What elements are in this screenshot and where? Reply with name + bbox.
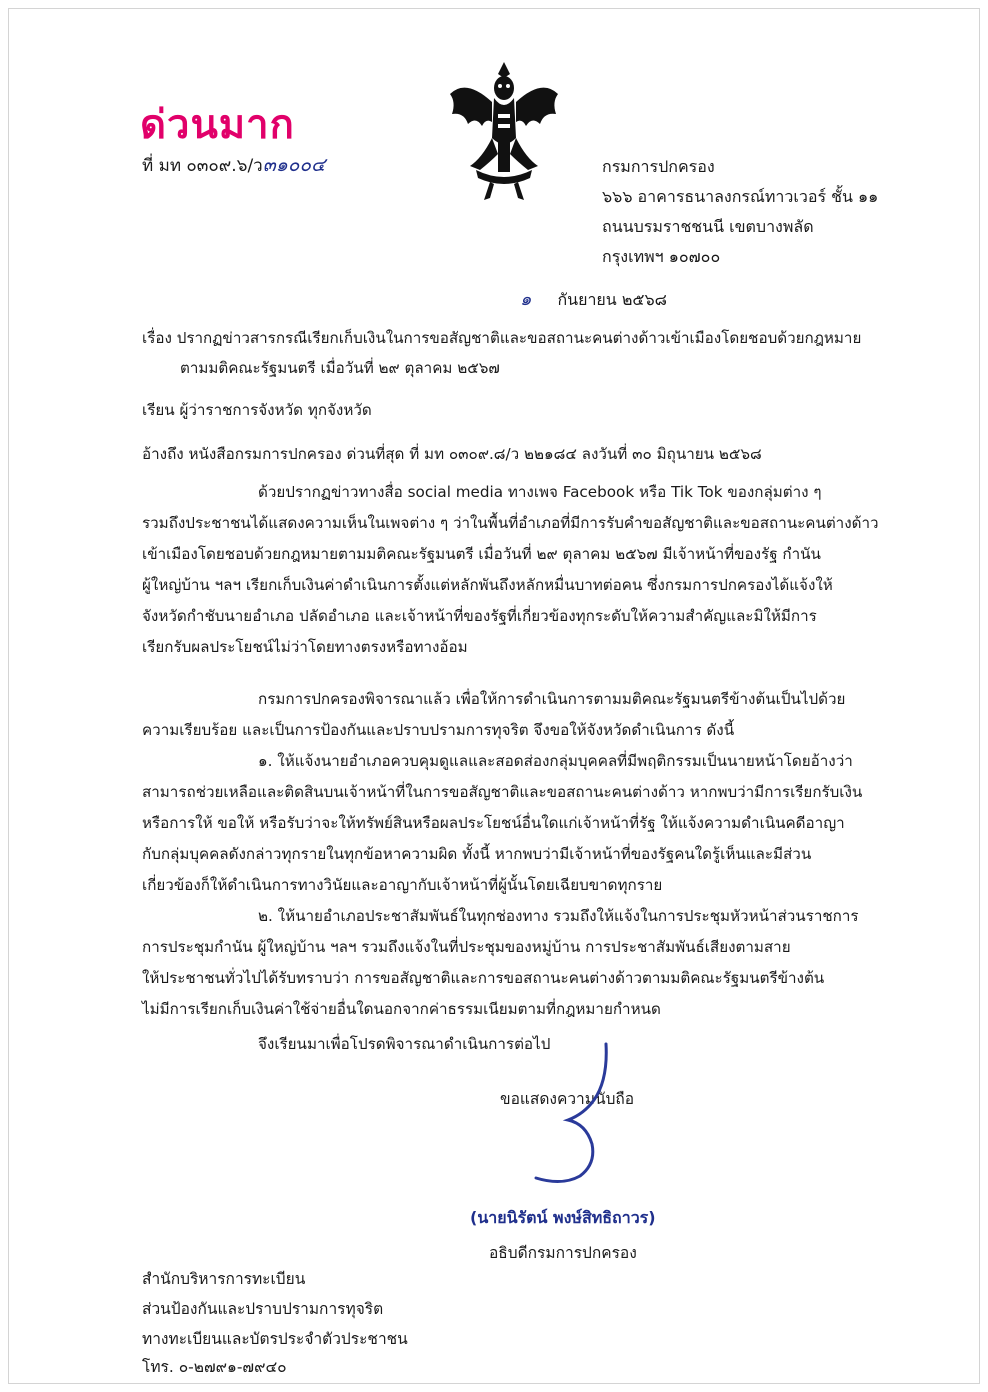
sender-address xyxy=(602,152,878,272)
signatory-position: อธิบดีกรมการปกครอง xyxy=(489,1244,637,1262)
signature-mark xyxy=(522,1040,632,1190)
footer-phone: โทร. ๐-๒๗๙๑-๗๙๔๐ xyxy=(142,1358,287,1376)
reference-number xyxy=(142,150,325,180)
address-line: ๖๖๖ อาคารธนาลงกรณ์ทาวเวอร์ ชั้น ๑๑ xyxy=(602,187,879,206)
salutation: เรียน ผู้ว่าราชการจังหวัด ทุกจังหวัด xyxy=(142,401,372,419)
garuda-emblem-icon xyxy=(446,58,562,208)
body-line: ๑. ให้แจ้งนายอำเภอควบคุมดูแลและสอดส่องกลุ่มบุคคลที่มีพฤติกรรมเป็นนายหน้าโดยอ้างว่า xyxy=(258,752,853,770)
address-line: กรมการปกครอง xyxy=(602,157,715,176)
body-line: เข้าเมืองโดยชอบด้วยกฎหมายตามมติคณะรัฐมนตรี เมื่อวันที่ ๒๙ ตุลาคม ๒๕๖๗ มีเจ้าหน้าที่ของรัฐ กำนัน xyxy=(142,545,821,563)
closing-phrase: ขอแสดงความนับถือ xyxy=(500,1090,635,1108)
body-line: ไม่มีการเรียกเก็บเงินค่าใช้จ่ายอื่นใดนอกจากค่าธรรมเนียมตามที่กฎหมายกำหนด xyxy=(142,1000,661,1018)
body-line: ด้วยปรากฏข่าวทางสื่อ social media ทางเพจ Facebook หรือ Tik Tok ของกลุ่มต่าง ๆ xyxy=(258,483,822,501)
body-line: กรมการปกครองพิจารณาแล้ว เพื่อให้การดำเนินการตามมติคณะรัฐมนตรีข้างต้นเป็นไปด้วย xyxy=(258,690,846,708)
date-month-year: กันยายน ๒๕๖๘ xyxy=(557,290,667,309)
footer-line: ทางทะเบียนและบัตรประจำตัวประชาชน xyxy=(142,1330,408,1348)
body-line: รวมถึงประชาชนได้แสดงความเห็นในเพจต่าง ๆ ว่าในพื้นที่อำเภอที่มีการรับคำขอสัญชาติและขอสถานะคนต่างด้าว xyxy=(142,514,879,532)
body-line: สามารถช่วยเหลือและติดสินบนเจ้าหน้าที่ในการขอสัญชาติและขอสถานะคนต่างด้าว หากพบว่ามีการเรียกรับเงิน xyxy=(142,783,863,801)
ref-number-handwritten: ๓๑๐๐๔ xyxy=(262,154,326,176)
body-line: กับกลุ่มบุคคลดังกล่าวทุกรายในทุกข้อหาความผิด ทั้งนี้ หากพบว่ามีเจ้าหน้าที่ของรัฐคนใดรู้เห็นและมีส่วน xyxy=(142,845,812,863)
body-line: ผู้ใหญ่บ้าน ฯลฯ เรียกเก็บเงินค่าดำเนินการตั้งแต่หลักพันถึงหลักหมื่นบาทต่อคน ซึ่งกรมการปกครองได้แจ้งให้ xyxy=(142,576,833,594)
subject-line: ตามมติคณะรัฐมนตรี เมื่อวันที่ ๒๙ ตุลาคม ๒๕๖๗ xyxy=(180,359,500,377)
signatory-name: (นายนิรัตน์ พงษ์สิทธิถาวร) xyxy=(470,1208,656,1227)
reference-line: อ้างถึง หนังสือกรมการปกครอง ด่วนที่สุด ที่ มท ๐๓๐๙.๘/ว ๒๒๑๘๔ ลงวันที่ ๓๐ มิถุนายน ๒๕๖๘ xyxy=(142,445,762,463)
footer-line: ส่วนป้องกันและปราบปรามการทุจริต xyxy=(142,1300,384,1318)
subject-line: เรื่อง ปรากฏข่าวสารกรณีเรียกเก็บเงินในการขอสัญชาติและขอสถานะคนต่างด้าวเข้าเมืองโดยชอบด้วยกฎหมาย xyxy=(142,329,862,347)
address-line: กรุงเทพฯ ๑๐๗๐๐ xyxy=(602,247,721,266)
body-line: จังหวัดกำชับนายอำเภอ ปลัดอำเภอ และเจ้าหน้าที่ของรัฐที่เกี่ยวข้องทุกระดับให้ความสำคัญและมิให้มีการ xyxy=(142,607,817,625)
letter-date xyxy=(520,284,667,313)
body-line: หรือการให้ ขอให้ หรือรับว่าจะให้ทรัพย์สินหรือผลประโยชน์อื่นใดแก่เจ้าหน้าที่รัฐ ให้แจ้งความดำเนินคดีอาญา xyxy=(142,814,845,832)
body-line: ความเรียบร้อย และเป็นการป้องกันและปราบปรามการทุจริต จึงขอให้จังหวัดดำเนินการ ดังนี้ xyxy=(142,721,735,739)
ref-prefix: ที่ มท ๐๓๐๙.๖/ว xyxy=(142,156,263,176)
body-line: ให้ประชาชนทั่วไปได้รับทราบว่า การขอสัญชาติและการขอสถานะคนต่างด้าวตามมติคณะรัฐมนตรีข้างต้น xyxy=(142,969,825,987)
footer-line: สำนักบริหารการทะเบียน xyxy=(142,1270,306,1288)
body-line: เรียกรับผลประโยชน์ไม่ว่าโดยทางตรงหรือทางอ้อม xyxy=(142,638,468,656)
body-line: ๒. ให้นายอำเภอประชาสัมพันธ์ในทุกช่องทาง รวมถึงให้แจ้งในการประชุมหัวหน้าส่วนราชการ xyxy=(258,907,859,925)
body-line: การประชุมกำนัน ผู้ใหญ่บ้าน ฯลฯ รวมถึงแจ้งในที่ประชุมของหมู่บ้าน การประชาสัมพันธ์เสียงตามสาย xyxy=(142,938,791,956)
address-line: ถนนบรมราชชนนี เขตบางพลัด xyxy=(602,217,814,236)
date-day-handwritten: ๑ xyxy=(520,289,532,310)
closing-request: จึงเรียนมาเพื่อโปรดพิจารณาดำเนินการต่อไป xyxy=(258,1035,551,1053)
body-line: เกี่ยวข้องก็ให้ดำเนินการทางวินัยและอาญากับเจ้าหน้าที่ผู้นั้นโดยเฉียบขาดทุกราย xyxy=(142,876,663,894)
urgent-stamp: ด่วนมาก xyxy=(140,102,295,148)
